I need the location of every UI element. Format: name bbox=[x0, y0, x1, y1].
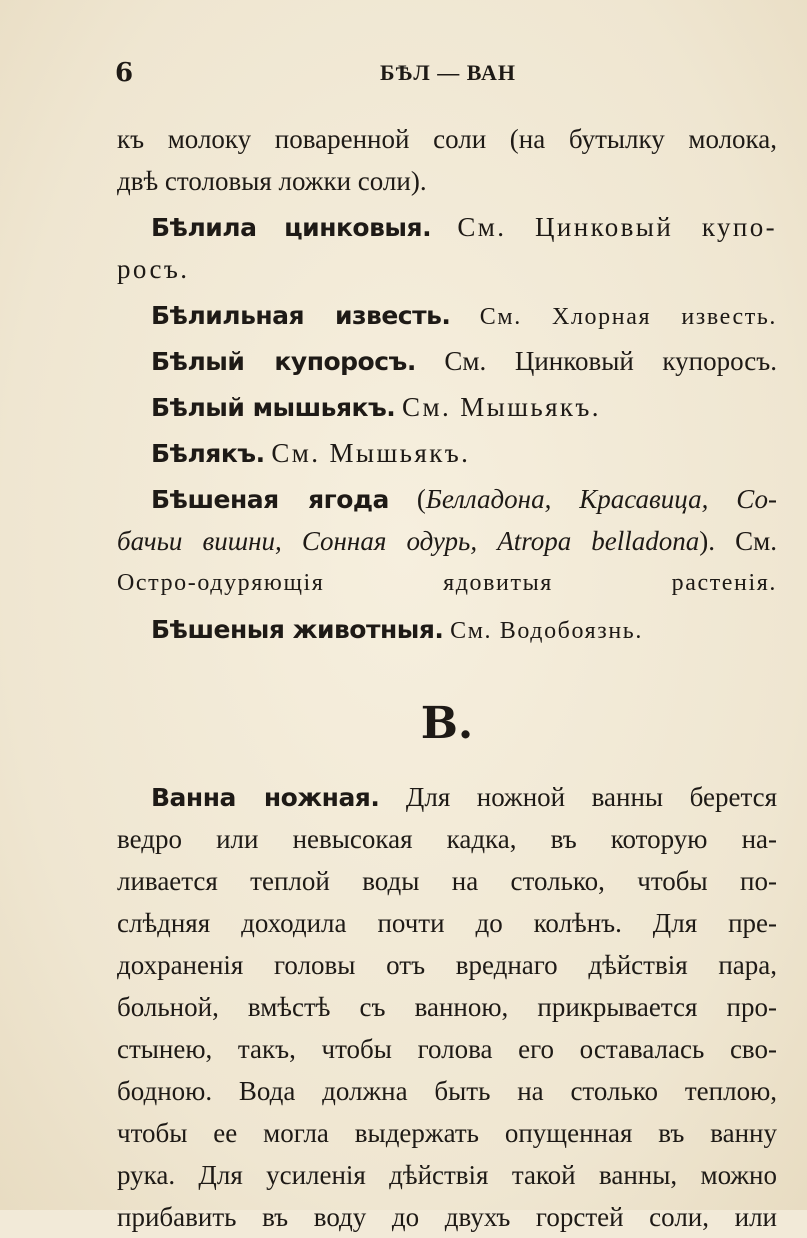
section-letter: В. bbox=[420, 698, 474, 749]
headword: Бѣлильная известь. bbox=[151, 301, 451, 330]
text-line: двѣ столовыя ложки соли). bbox=[117, 166, 427, 196]
entry-bely-myshyak bbox=[117, 386, 777, 428]
entry-line bbox=[117, 776, 777, 818]
cross-reference: См. Цинковый купо- bbox=[457, 212, 777, 242]
headword: Бѣлый мышьякъ. bbox=[151, 393, 396, 422]
headword: Бѣшеная ягода bbox=[151, 485, 389, 514]
entry-belyak bbox=[117, 432, 777, 474]
entry-line bbox=[117, 478, 777, 520]
cross-reference: См. Водобоязнь. bbox=[450, 618, 643, 644]
entry-line bbox=[117, 340, 777, 382]
entry-line bbox=[117, 206, 777, 248]
text-line: къ молоку поваренной соли (на бутылку молока, bbox=[117, 124, 777, 154]
text-line: ведро или невысокая кадка, въ которую на- bbox=[117, 824, 777, 854]
synonyms-italic: бачьи вишни, Сонная одурь, Atropa belladona bbox=[117, 526, 700, 556]
cross-reference: См. Цинковый купоросъ. bbox=[444, 346, 777, 376]
text-line: ливается теплой воды на столько, чтобы по- bbox=[117, 866, 777, 896]
synonyms-italic: Белладона, Красавица, Со- bbox=[425, 484, 777, 514]
page-number: 6 bbox=[115, 58, 134, 88]
text-line: прибавить въ воду до двухъ горстей соли, или bbox=[117, 1202, 777, 1232]
entry-belila bbox=[117, 206, 777, 290]
entry-line bbox=[117, 294, 777, 336]
headword: Бѣлый купоросъ. bbox=[151, 347, 416, 376]
entry-vanna-nozhnaya bbox=[117, 776, 777, 1238]
entry-continuation bbox=[117, 118, 777, 202]
running-head: БѢЛ — ВАН bbox=[380, 60, 517, 85]
entry-line bbox=[117, 520, 777, 562]
entry-beshenaya-yagoda bbox=[117, 478, 777, 604]
page-content bbox=[117, 118, 777, 1238]
text-line: слѣдняя доходила почти до колѣнъ. Для пре- bbox=[117, 908, 777, 938]
entry-continuation-line: росъ. bbox=[117, 254, 190, 284]
text-line: чтобы ее могла выдержать опущенная въ ванну bbox=[117, 1118, 777, 1148]
text-line: стынею, такъ, чтобы голова его оставалась сво- bbox=[117, 1034, 777, 1064]
entry-line bbox=[117, 386, 777, 428]
headword: Бѣшеныя животныя. bbox=[151, 615, 444, 644]
entry-continuation-line: Остро-одуряющія ядовитыя растенія. bbox=[117, 570, 777, 596]
entry-line bbox=[117, 432, 777, 474]
cross-reference: См. Хлорная известь. bbox=[479, 304, 777, 330]
cross-reference: См. Мышьякъ. bbox=[271, 438, 471, 468]
headword: Бѣлякъ. bbox=[151, 439, 265, 468]
text-line: рука. Для усиленія дѣйствія такой ванны, можно bbox=[117, 1160, 777, 1190]
headword: Бѣлила цинковыя. bbox=[151, 213, 432, 242]
entry-line bbox=[117, 608, 777, 650]
entry-text: Для ножной ванны берется bbox=[405, 782, 777, 812]
entry-belilnaya bbox=[117, 294, 777, 336]
paren-close-ref: ). См. bbox=[699, 526, 777, 556]
text-line: дохраненія головы отъ вреднаго дѣйствія пара, bbox=[117, 950, 777, 980]
headword: Ванна ножная. bbox=[151, 783, 380, 812]
entry-beshenyya-zhivotnyya bbox=[117, 608, 777, 650]
entry-bely-kuporos bbox=[117, 340, 777, 382]
page-header bbox=[115, 58, 777, 94]
paren-open: ( bbox=[388, 484, 426, 514]
text-line: больной, вмѣстѣ съ ванною, прикрывается про- bbox=[117, 992, 777, 1022]
cross-reference: См. Мышьякъ. bbox=[402, 392, 601, 422]
text-line: бодною. Вода должна быть на столько теплою, bbox=[117, 1076, 777, 1106]
